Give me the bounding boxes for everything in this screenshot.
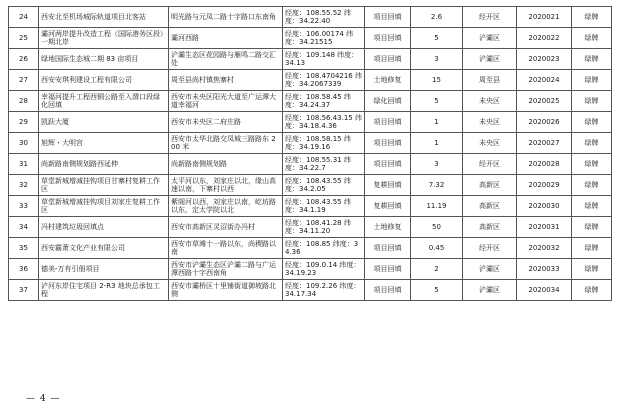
permit-code: 2020026 [517,112,572,133]
district: 经开区 [463,154,517,175]
project-location: 西安市高新区灵沼街办冯村 [169,217,283,238]
row-index: 24 [9,7,39,28]
district: 浐灞区 [463,280,517,301]
project-name: 尚新路南侧规划路西延伸 [39,154,169,175]
area-value: 1 [411,112,463,133]
coordinates: 经度：108.56.43.15 纬度：34.18.4.36 [283,112,365,133]
coordinates: 经度：106.00174 纬度：34.21515 [283,28,365,49]
status-badge: 绿牌 [572,154,612,175]
project-name: 草堂新城增减挂钩项目刘家庄复耕工作区 [39,196,169,217]
district: 未央区 [463,133,517,154]
area-value: 5 [411,280,463,301]
row-index: 32 [9,175,39,196]
permit-code: 2020033 [517,259,572,280]
fill-type: 复耕回填 [365,196,411,217]
permit-code: 2020030 [517,196,572,217]
district: 高新区 [463,196,517,217]
area-value: 5 [411,91,463,112]
permit-code: 2020031 [517,217,572,238]
permit-code: 2020022 [517,28,572,49]
row-index: 26 [9,49,39,70]
row-index: 30 [9,133,39,154]
table-row [9,154,612,175]
project-name: 旭辉・大明宫 [39,133,169,154]
area-value: 3 [411,154,463,175]
status-badge: 绿牌 [572,112,612,133]
fill-type: 项目回填 [365,280,411,301]
table-row [9,238,612,259]
table-row [9,7,612,28]
table-row [9,133,612,154]
page-number: — 4 — [26,394,61,404]
project-location: 明光路与元凤二路十字路口东南角 [169,7,283,28]
fill-type: 绿化回填 [365,91,411,112]
table-row [9,28,612,49]
project-name: 西安北至机场城际轨道项目北客站 [39,7,169,28]
fill-type: 项目回填 [365,28,411,49]
coordinates: 经度：109.148 纬度：34.13 [283,49,365,70]
district: 经开区 [463,7,517,28]
project-location: 灞河西路 [169,28,283,49]
project-name: 幸福河提升工程西铜公路至入渭口段绿化回填 [39,91,169,112]
status-badge: 绿牌 [572,133,612,154]
project-location: 西安市未央区二府庄路 [169,112,283,133]
status-badge: 绿牌 [572,280,612,301]
status-badge: 绿牌 [572,175,612,196]
coordinates: 经度：108.58.45 纬度：34.24.37 [283,91,365,112]
permit-code: 2020024 [517,70,572,91]
project-location: 西安市灞桥区十里铺街道御坡路北侧 [169,280,283,301]
permit-code: 2020029 [517,175,572,196]
area-value: 2.6 [411,7,463,28]
project-location: 尚新路南侧规划路 [169,154,283,175]
area-value: 2 [411,259,463,280]
row-index: 34 [9,217,39,238]
project-name: 草堂新城增减挂钩项目甘寨村复耕工作区 [39,175,169,196]
project-location: 西安市未央区阳光大道至广运潭大道幸福河 [169,91,283,112]
fill-type: 项目回填 [365,133,411,154]
coordinates: 经度：109.0.14 纬度：34.19.23 [283,259,365,280]
permit-code: 2020023 [517,49,572,70]
fill-type: 项目回填 [365,238,411,259]
coordinates: 经度：108.4704216 纬度：34.2067339 [283,70,365,91]
district: 高新区 [463,217,517,238]
status-badge: 绿牌 [572,196,612,217]
area-value: 5 [411,28,463,49]
project-name: 灞河两岸提升改造工程（国际港务区段）一期北岸 [39,28,169,49]
project-name: 德美-万有引佃项目 [39,259,169,280]
district: 浐灞区 [463,259,517,280]
coordinates: 经度：108.43.55 纬度：34.1.19 [283,196,365,217]
project-name: 浐河东岸住宅项目 2-R3 地块总承包工程 [39,280,169,301]
district: 周至县 [463,70,517,91]
project-location: 西安市浐灞生态区浐灞二路与广运潭西路十字西南角 [169,259,283,280]
project-location: 周至县尚村镇焦寨村 [169,70,283,91]
coordinates: 经度：108.43.55 纬度：34.2.05 [283,175,365,196]
row-index: 28 [9,91,39,112]
fill-type: 项目回填 [365,112,411,133]
project-name: 西安安琪利建设工程有限公司 [39,70,169,91]
district: 未央区 [463,91,517,112]
fill-type: 土地修复 [365,70,411,91]
district: 经开区 [463,238,517,259]
site-list-table [8,6,612,301]
area-value: 1 [411,133,463,154]
project-location: 西安市太华北路交凤城三路路东 200 米 [169,133,283,154]
coordinates: 经度：108.55.52 纬度：34.22.40 [283,7,365,28]
area-value: 3 [411,49,463,70]
district: 未央区 [463,112,517,133]
permit-code: 2020034 [517,280,572,301]
district: 浐灞区 [463,28,517,49]
area-value: 50 [411,217,463,238]
fill-type: 项目回填 [365,7,411,28]
row-index: 37 [9,280,39,301]
row-index: 27 [9,70,39,91]
status-badge: 绿牌 [572,91,612,112]
status-badge: 绿牌 [572,70,612,91]
project-location: 紫阁河以西，刘家庄以南，屹坊路以东，定太学院以北 [169,196,283,217]
fill-type: 项目回填 [365,154,411,175]
fill-type: 项目回填 [365,49,411,70]
coordinates: 经度：108.55.31 纬度：34.22.7 [283,154,365,175]
permit-code: 2020025 [517,91,572,112]
row-index: 35 [9,238,39,259]
project-name: 西安霸萧文化产业有限公司 [39,238,169,259]
district: 浐灞区 [463,49,517,70]
table-row [9,49,612,70]
table-row [9,91,612,112]
row-index: 31 [9,154,39,175]
table-row [9,112,612,133]
table-body [9,7,612,301]
project-name: 绿地国际生态城二期 83 亩项目 [39,49,169,70]
table-row [9,217,612,238]
fill-type: 复耕回填 [365,175,411,196]
project-location: 西安市草滩十一路以东，尚稷路以南 [169,238,283,259]
coordinates: 经度：108.85 纬度：34.36 [283,238,365,259]
status-badge: 绿牌 [572,259,612,280]
area-value: 11.19 [411,196,463,217]
status-badge: 绿牌 [572,217,612,238]
row-index: 33 [9,196,39,217]
permit-code: 2020021 [517,7,572,28]
table-row [9,70,612,91]
project-name: 冯村建筑垃圾回填点 [39,217,169,238]
area-value: 7.32 [411,175,463,196]
permit-code: 2020027 [517,133,572,154]
district: 高新区 [463,175,517,196]
permit-code: 2020032 [517,238,572,259]
coordinates: 经度：109.2.26 纬度：34.17.34 [283,280,365,301]
status-badge: 绿牌 [572,7,612,28]
project-location: 浐灞生态区花园路与雁鸣二路交汇处 [169,49,283,70]
area-value: 15 [411,70,463,91]
fill-type: 项目回填 [365,259,411,280]
table-row [9,280,612,301]
row-index: 25 [9,28,39,49]
coordinates: 经度：108.58.15 纬度：34.19.16 [283,133,365,154]
table-row [9,175,612,196]
project-location: 太平河以东，刘家庄以北，缘山高速以南，下寨村以西 [169,175,283,196]
permit-code: 2020028 [517,154,572,175]
row-index: 29 [9,112,39,133]
row-index: 36 [9,259,39,280]
status-badge: 绿牌 [572,238,612,259]
project-name: 凯跃大厦 [39,112,169,133]
area-value: 0.45 [411,238,463,259]
table-row [9,259,612,280]
fill-type: 土地修复 [365,217,411,238]
status-badge: 绿牌 [572,49,612,70]
table-row [9,196,612,217]
status-badge: 绿牌 [572,28,612,49]
coordinates: 经度：108.41.28 纬度：34.11.20 [283,217,365,238]
